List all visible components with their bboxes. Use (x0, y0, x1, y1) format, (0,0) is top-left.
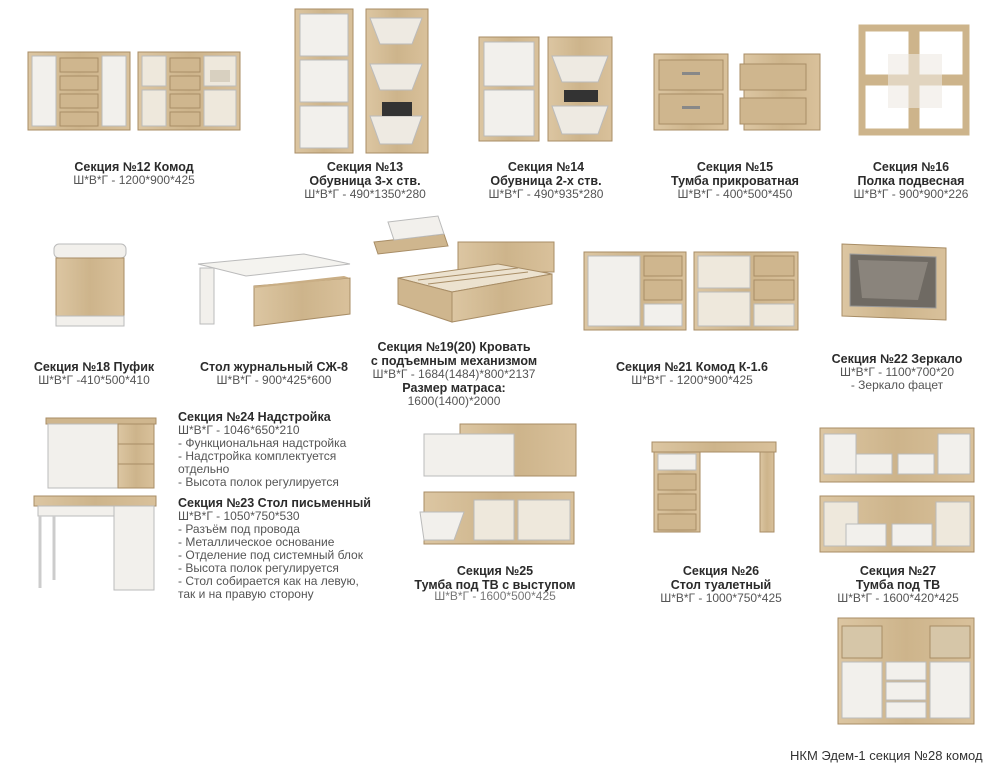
title-line: Стол журнальный СЖ-8 (200, 360, 348, 374)
feature-line: отдельно (178, 462, 230, 476)
dimensions: Ш*В*Г - 1200*900*425 (631, 373, 753, 387)
title-line: Тумба под ТВ с выступом (414, 578, 576, 592)
section-12-caption (44, 160, 224, 187)
title-line: Секция №22 Зеркало (831, 352, 963, 366)
title-line: Секция №26 (682, 564, 760, 578)
feature-line: - Стол собирается как на левую, (178, 574, 359, 588)
mattress-title: Размер матраса: (402, 381, 506, 395)
coffee-table-image (194, 250, 354, 340)
mattress-size: 1600(1400)*2000 (407, 394, 501, 408)
section-21-image (582, 250, 800, 334)
section-15-image (652, 50, 824, 134)
dimensions: Ш*В*Г - 490*1350*280 (304, 187, 426, 201)
section-24-caption (178, 410, 388, 489)
dimensions: Ш*В*Г - 1000*750*425 (660, 591, 782, 605)
title-line: Тумба прикроватная (671, 174, 799, 188)
title-line: Секция №13 (326, 160, 404, 174)
title-line: Секция №23 Стол письменный (178, 496, 371, 510)
feature-line: - Разъём под провода (178, 522, 300, 536)
feature-line: - Зеркало фацет (850, 378, 944, 392)
title-line: Секция №25 (456, 564, 534, 578)
feature-line: - Отделение под системный блок (178, 548, 363, 562)
dimensions: Ш*В*Г - 1600*420*425 (837, 591, 959, 605)
section-21-caption (600, 360, 784, 387)
dimensions: Ш*В*Г - 1100*700*20 (839, 365, 955, 379)
title-line: Секция №24 Надстройка (178, 410, 331, 424)
section-15-caption (650, 160, 820, 201)
feature-line: - Надстройка комплектуется (178, 449, 337, 463)
dimensions: Ш*В*Г - 1050*750*530 (178, 509, 300, 523)
section-16-image (858, 24, 972, 138)
dimensions: Ш*В*Г -410*500*410 (38, 373, 150, 387)
dimensions: Ш*В*Г - 1200*900*425 (73, 173, 195, 187)
title-line: Секция №18 Пуфик (33, 360, 155, 374)
dimensions: Ш*В*Г - 1684(1484)*800*2137 (372, 367, 536, 381)
section-26-caption (636, 564, 806, 605)
section-13-caption (280, 160, 450, 201)
title-line: Стол туалетный (670, 578, 772, 592)
title-line: Секция №21 Комод К-1.6 (616, 360, 768, 374)
section-14-caption (466, 160, 626, 201)
title-line: Секция №19(20) Кровать (377, 340, 531, 354)
section-28-caption: НКМ Эдем-1 секция №28 комод (790, 748, 983, 763)
section-26-image (650, 438, 780, 534)
dimensions: Ш*В*Г - 900*900*226 (853, 187, 969, 201)
section-18-image (50, 240, 130, 330)
section-12-image (26, 46, 244, 134)
title-line: Секция №15 (696, 160, 774, 174)
section-19-image (368, 212, 560, 334)
section-18-caption (14, 360, 174, 387)
section-13-image (292, 6, 432, 156)
dimensions: Ш*В*Г - 900*425*600 (216, 373, 332, 387)
feature-line: - Функциональная надстройка (178, 436, 347, 450)
section-19-caption (354, 340, 554, 408)
title-line: Обувница 3-х ств. (309, 174, 421, 188)
section-28-image (836, 616, 976, 728)
section-27-image (816, 424, 978, 556)
section-14-image (476, 34, 616, 144)
section-22-caption (812, 352, 982, 392)
feature-line: - Высота полок регулируется (178, 561, 339, 575)
dimensions: Ш*В*Г - 1600*500*425 (434, 590, 556, 603)
title-line: Секция №12 Комод (74, 160, 194, 174)
section-25-caption (400, 564, 590, 592)
section-22-image (838, 240, 950, 324)
title-line: с подъемным механизмом (370, 354, 538, 368)
feature-line: - Металлическое основание (178, 535, 335, 549)
title-line: Обувница 2-х ств. (490, 174, 602, 188)
title-line: Тумба под ТВ (855, 578, 941, 592)
section-16-caption (836, 160, 986, 201)
section-25-image (414, 420, 580, 548)
title-line: Полка подвесная (857, 174, 965, 188)
dimensions: Ш*В*Г - 400*500*450 (677, 187, 793, 201)
dimensions: Ш*В*Г - 1046*650*210 (178, 423, 300, 437)
title-line: Секция №27 (859, 564, 937, 578)
title-line: Секция №14 (507, 160, 585, 174)
section-27-caption (814, 564, 982, 605)
title-line: Секция №16 (872, 160, 950, 174)
section-24-23-image (30, 416, 160, 594)
feature-line: - Высота полок регулируется (178, 475, 339, 489)
coffee-table-caption (184, 360, 364, 387)
feature-line: так и на правую сторону (178, 587, 314, 601)
section-25-dimensions-clipped (400, 590, 590, 604)
section-23-caption (178, 496, 398, 601)
dimensions: Ш*В*Г - 490*935*280 (488, 187, 604, 201)
